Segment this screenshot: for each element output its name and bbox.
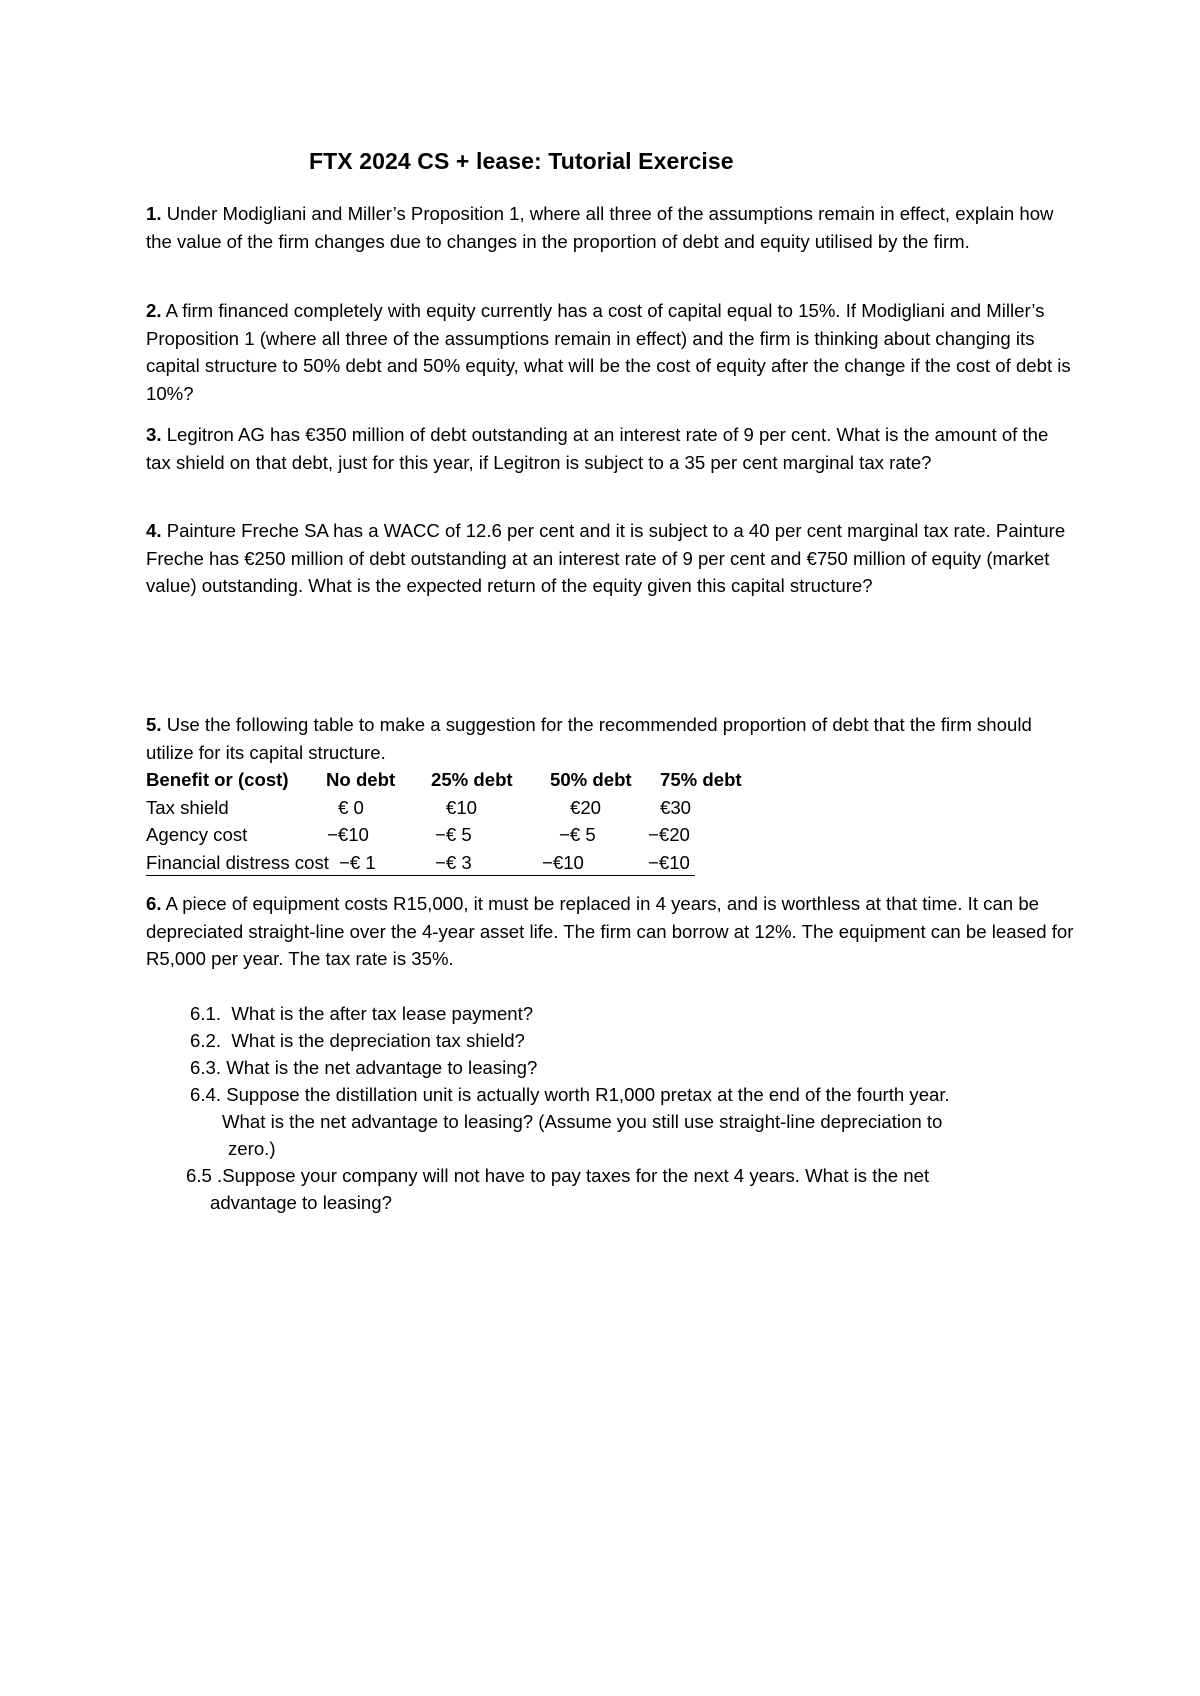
table-cell: −€ 1 bbox=[339, 851, 376, 873]
question-2 bbox=[146, 297, 1076, 407]
table-header-row bbox=[146, 766, 746, 794]
subquestion-number: 6.1. bbox=[190, 1003, 222, 1024]
subquestion-number: 6.5 . bbox=[186, 1165, 223, 1186]
table-cell: −€20 bbox=[648, 824, 690, 845]
table-header: No debt bbox=[326, 769, 396, 790]
debt-benefit-table bbox=[146, 766, 746, 876]
subquestion-text: Suppose your company will not have to pay taxes for the next 4 years. What is the net bbox=[222, 1165, 930, 1186]
table-cell: € 0 bbox=[338, 796, 364, 818]
table-cell: €10 bbox=[446, 796, 478, 818]
question-number: 4. bbox=[146, 520, 162, 541]
subquestion-number: 6.2. bbox=[190, 1030, 222, 1051]
question-3 bbox=[146, 421, 1076, 476]
subquestion-text: What is the after tax lease payment? bbox=[231, 1003, 534, 1024]
subquestion-text: What is the depreciation tax shield? bbox=[231, 1030, 525, 1051]
table-cell: −€ 5 bbox=[559, 824, 596, 845]
table-header: 25% debt bbox=[431, 769, 513, 790]
subquestion-text: What is the net advantage to leasing? bbox=[226, 1057, 538, 1078]
subquestion-number: 6.3. bbox=[190, 1057, 222, 1078]
question-text: Painture Freche SA has a WACC of 12.6 per cent and it is subject to a 40 per cent marginal tax rate. Painture Freche has €250 million of debt outstanding at an interest rate of 9 per cent and €750 million of equity (market value) outstanding. What is the expected return of the equity given this capital structure? bbox=[146, 520, 1066, 596]
table-cell: −€ 3 bbox=[435, 851, 472, 873]
table-header: 50% debt bbox=[550, 769, 632, 790]
table-cell: −€ 5 bbox=[435, 824, 472, 845]
table-row bbox=[146, 794, 746, 822]
question-6 bbox=[146, 890, 1076, 973]
question-text: Use the following table to make a suggestion for the recommended proportion of debt that the firm should utilize for its capital structure. bbox=[146, 714, 1032, 763]
subquestion-6-4-continued: zero.) bbox=[228, 1138, 276, 1159]
question-number: 2. bbox=[146, 300, 162, 321]
subquestion-text: Suppose the distillation unit is actually worth R1,000 pretax at the end of the fourth year. bbox=[226, 1084, 950, 1105]
table-header: 75% debt bbox=[660, 769, 742, 790]
table-cell: −€10 bbox=[327, 824, 369, 845]
subquestion-6-4 bbox=[190, 1081, 950, 1109]
table-row bbox=[146, 821, 746, 849]
question-number: 1. bbox=[146, 203, 162, 224]
question-text: Under Modigliani and Miller’s Proposition 1, where all three of the assumptions remain in effect, explain how the value of the firm changes due to changes in the proportion of debt and equity utilised by the firm. bbox=[146, 203, 1054, 252]
table-cell: Tax shield bbox=[146, 796, 229, 818]
document-title: FTX 2024 CS + lease: Tutorial Exercise bbox=[309, 148, 734, 174]
table-cell: −€10 bbox=[648, 851, 690, 873]
question-text: A firm financed completely with equity currently has a cost of capital equal to 15%. If Modigliani and Miller’s Proposition 1 (where all three of the assumptions remain in effect) and the firm is thinking about changing its capital structure to 50% debt and 50% equity, what will be the cost of equity after the change if the cost of debt is 10%? bbox=[146, 300, 1071, 404]
question-4 bbox=[146, 517, 1076, 600]
question-text: A piece of equipment costs R15,000, it must be replaced in 4 years, and is worthless at that time. It can be depreciated straight-line over the 4-year asset life. The firm can borrow at 12%. The equipment can be leased for R5,000 per year. The tax rate is 35%. bbox=[146, 893, 1074, 969]
table-cell: €30 bbox=[660, 796, 692, 818]
question-number: 3. bbox=[146, 424, 162, 445]
table-cell: Agency cost bbox=[146, 824, 248, 845]
subquestion-6-3 bbox=[190, 1054, 537, 1082]
table-header: Benefit or (cost) bbox=[146, 769, 289, 790]
table-cell: €20 bbox=[570, 796, 602, 818]
question-5 bbox=[146, 711, 1076, 766]
table-row bbox=[146, 849, 695, 876]
question-text: Legitron AG has €350 million of debt outstanding at an interest rate of 9 per cent. What is the amount of the tax shield on that debt, just for this year, if Legitron is subject to a 35 per cent marginal tax rate? bbox=[146, 424, 1049, 473]
question-number: 6. bbox=[146, 893, 162, 914]
subquestion-6-1 bbox=[190, 1000, 533, 1028]
subquestion-6-4-continued: What is the net advantage to leasing? (Assume you still use straight-line depreciation to bbox=[222, 1111, 943, 1132]
subquestion-6-5-continued: advantage to leasing? bbox=[210, 1192, 392, 1213]
subquestion-6-2 bbox=[190, 1027, 525, 1055]
subquestion-6-5 bbox=[186, 1162, 929, 1190]
question-number: 5. bbox=[146, 714, 162, 735]
table-cell: Financial distress cost bbox=[146, 851, 329, 873]
table-cell: −€10 bbox=[542, 851, 584, 873]
subquestion-number: 6.4. bbox=[190, 1084, 222, 1105]
question-1 bbox=[146, 200, 1076, 255]
